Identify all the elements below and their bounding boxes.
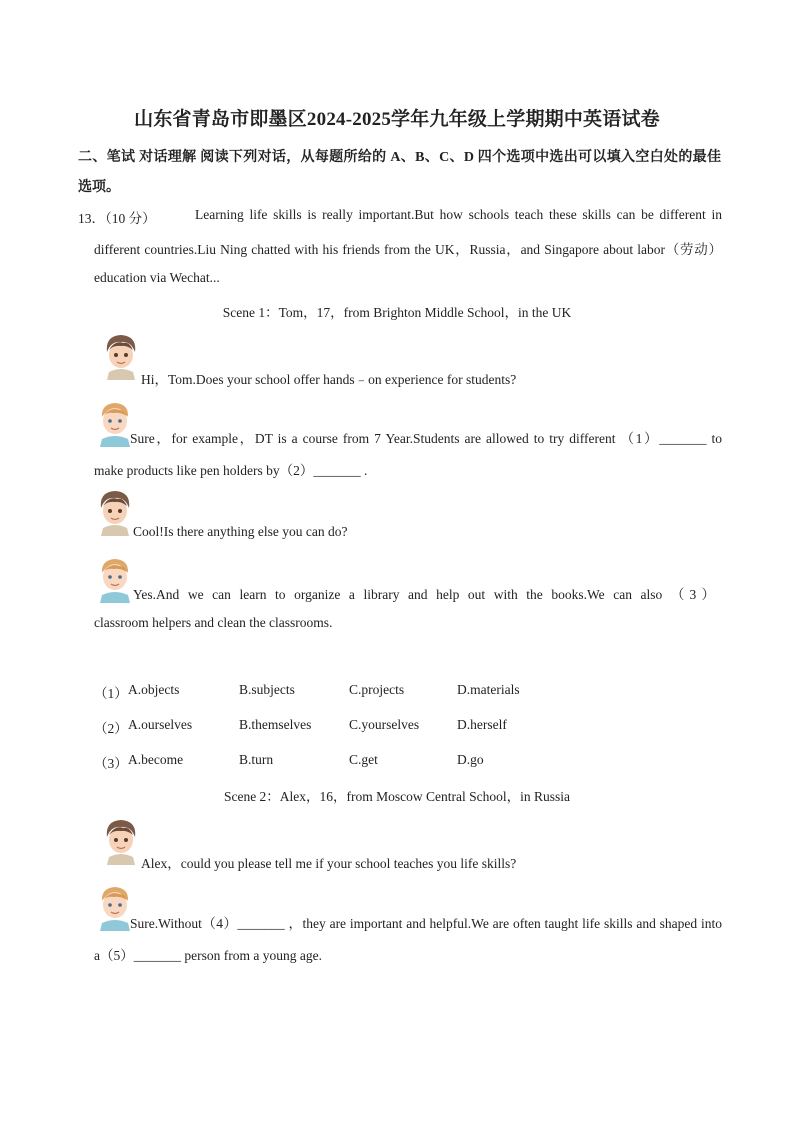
option-a[interactable]: A.become [128, 752, 184, 767]
scene1-dialogue-1: Hi，Tom.Does your school offer hands﹣on experience for students? [141, 372, 517, 387]
option-b[interactable]: B.subjects [239, 682, 295, 697]
liu-ning-avatar-icon [95, 488, 135, 536]
option-c[interactable]: C.get [349, 752, 378, 767]
liu-ning-avatar-icon [101, 817, 141, 865]
option-b[interactable]: B.themselves [239, 717, 312, 732]
option-d[interactable]: D.herself [457, 717, 507, 732]
option-d[interactable]: D.materials [457, 682, 520, 697]
question-intro-line2: different countries.Liu Ning chatted with his friends from the UK，Russia，and Singapore about labor（劳动） [94, 242, 722, 257]
question-intro-line1: Learning life skills is really important.But how schools teach these skills can be different in [195, 207, 722, 222]
scene1-heading: Scene 1：Tom，17，from Brighton Middle School，in the UK [222, 305, 572, 320]
scene2-dialogue-2-line1: Sure.Without（4）_______ ，they are important and helpful.We are often taught life skills and shaped into [130, 916, 722, 931]
option-a[interactable]: A.objects [128, 682, 180, 697]
option-c[interactable]: C.yourselves [349, 717, 420, 732]
option-b[interactable]: B.turn [239, 752, 274, 767]
alex-avatar-icon [95, 883, 135, 931]
question-intro-line3: education via Wechat... [94, 270, 220, 285]
question-number: 13．（10 分） [78, 211, 156, 226]
liu-ning-avatar-icon [101, 332, 141, 380]
scene1-dialogue-2-line2: make products like pen holders by（2）_______ . [94, 463, 368, 478]
option-number: （3） [94, 756, 128, 771]
scene2-heading: Scene 2：Alex，16，from Moscow Central School，in Russia [223, 789, 571, 804]
option-a[interactable]: A.ourselves [128, 717, 193, 732]
tom-avatar-icon [95, 555, 135, 603]
section-instruction-line1: 二、笔试 对话理解 阅读下列对话，从每题所给的 A、B、C、D 四个选项中选出可以填入空白处的最佳 [78, 150, 721, 165]
option-number: （1） [94, 686, 128, 701]
option-c[interactable]: C.projects [349, 682, 405, 697]
scene1-dialogue-3: Cool!Is there anything else you can do? [133, 524, 348, 539]
scene2-dialogue-2-line2: a（5）_______ person from a young age. [94, 948, 322, 963]
section-instruction-line2: 选项。 [78, 180, 120, 195]
scene1-dialogue-4-line2: classroom helpers and clean the classrooms. [94, 615, 333, 630]
page-title: 山东省青岛市即墨区2024-2025学年九年级上学期期中英语试卷 [134, 109, 660, 130]
scene1-dialogue-4-line1: Yes.And we can learn to organize a library and help out with the books.We can also （3） [133, 587, 715, 602]
option-d[interactable]: D.go [457, 752, 484, 767]
option-number: （2） [94, 721, 128, 736]
scene2-dialogue-1: Alex，could you please tell me if your school teaches you life skills? [141, 856, 517, 871]
scene1-dialogue-2-line1: Sure，for example，DT is a course from 7 Year.Students are allowed to try different （1）_______ to [130, 431, 722, 446]
tom-avatar-icon [95, 399, 135, 447]
